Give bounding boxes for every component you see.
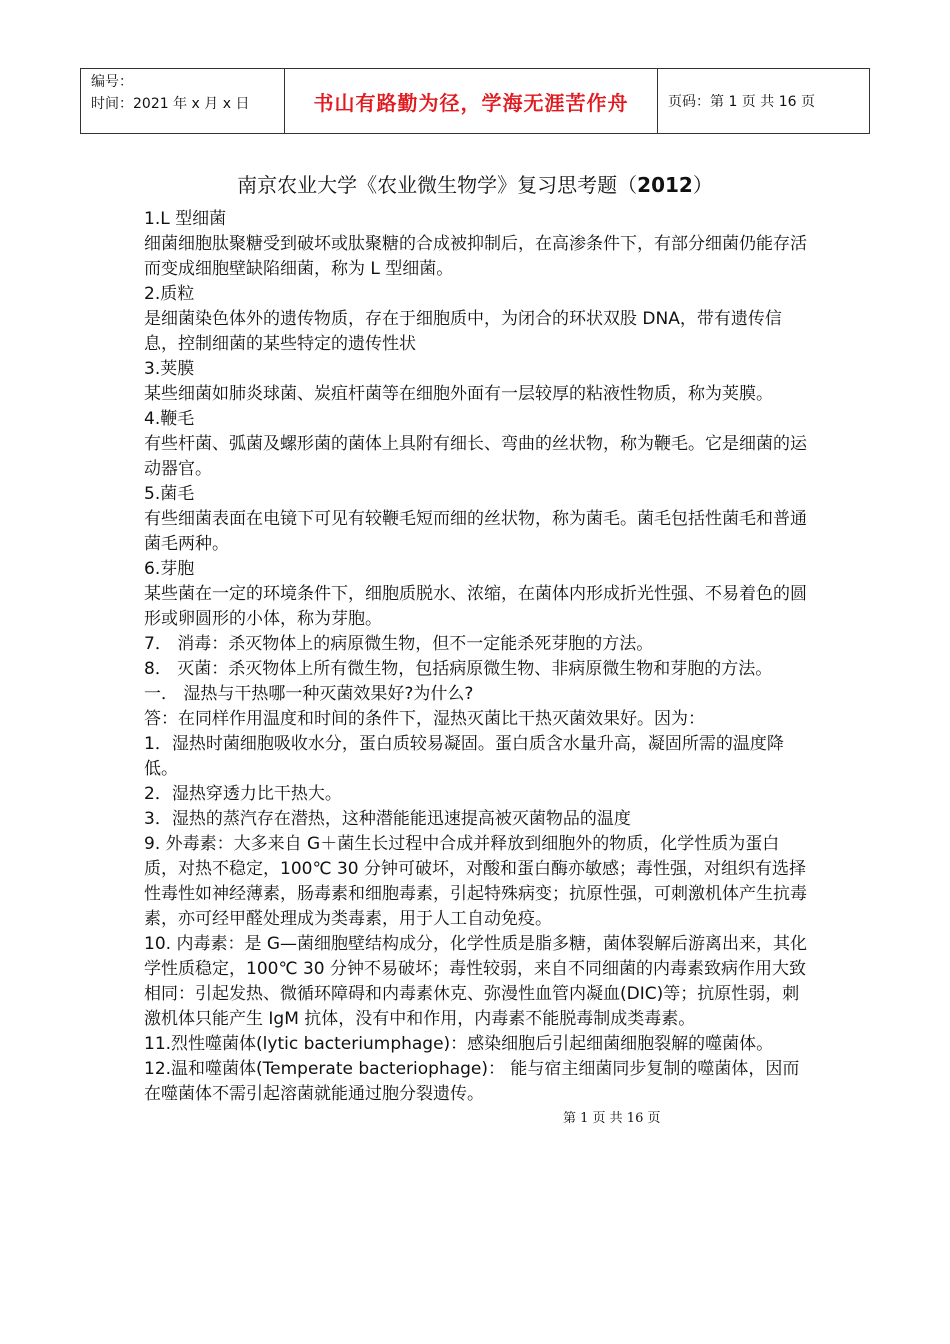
- motto-text: 书山有路勤为径，学海无涯苦作舟: [313, 90, 629, 115]
- title-end: ）: [692, 173, 713, 197]
- motto-cell: [284, 69, 657, 133]
- paragraph: 2．湿热穿透力比干热大。: [144, 784, 342, 804]
- page-info-text: 页码：第 1 页 共 16 页: [668, 94, 815, 110]
- paragraph: 一． 湿热与干热哪一种灭菌效果好?为什么?: [144, 684, 474, 704]
- paragraph: 4.鞭毛: [144, 409, 195, 429]
- page-footer: 第 1 页 共 16 页: [560, 1111, 663, 1127]
- paragraph: 有些细菌表面在电镜下可见有较鞭毛短而细的丝状物，称为菌毛。菌毛包括性菌毛和普通菌毛两种。: [144, 509, 807, 554]
- paragraph: 8． 灭菌：杀灭物体上所有微生物，包括病原微生物、非病原微生物和芽胞的方法。: [144, 659, 773, 679]
- paragraph: 7． 消毒：杀灭物体上的病原微生物，但不一定能杀死芽胞的方法。: [144, 634, 654, 654]
- paragraph: 某些菌在一定的环境条件下，细胞质脱水、浓缩，在菌体内形成折光性强、不易着色的圆形或卵圆形的小体，称为芽胞。: [144, 584, 807, 629]
- paragraph: 12.温和噬菌体(Temperate bacteriophage)： 能与宿主细菌同步复制的噬菌体，因而在噬菌体不需引起溶菌就能通过胞分裂遗传。: [144, 1059, 800, 1104]
- document-time-label: 时间：2021 年 x 月 x 日: [91, 96, 250, 112]
- document-number-label: 编号：: [91, 74, 133, 90]
- paragraph: 2.质粒: [144, 284, 195, 304]
- page-info-cell: [657, 69, 869, 133]
- paragraph: 1．湿热时菌细胞吸收水分，蛋白质较易凝固。蛋白质含水量升高，凝固所需的温度降低。: [144, 734, 784, 779]
- title-year: 2012: [637, 173, 693, 197]
- paragraph: 5.菌毛: [144, 484, 195, 504]
- paragraph: 细菌细胞肽聚糖受到破坏或肽聚糖的合成被抑制后，在高渗条件下，有部分细菌仍能存活而变成细胞壁缺陷细菌，称为 L 型细菌。: [144, 234, 807, 279]
- document-body: [144, 207, 810, 1107]
- header-left-cell: [81, 69, 284, 133]
- paragraph: 1.L 型细菌: [144, 209, 227, 229]
- paragraph: 是细菌染色体外的遗传物质，存在于细胞质中，为闭合的环状双股 DNA，带有遗传信息，控制细菌的某些特定的遗传性状: [144, 309, 782, 354]
- document-title: [0, 170, 950, 200]
- paragraph: 有些杆菌、弧菌及螺形菌的菌体上具附有细长、弯曲的丝状物，称为鞭毛。它是细菌的运动器官。: [144, 434, 807, 479]
- paragraph: 9. 外毒素：大多来自 G＋菌生长过程中合成并释放到细胞外的物质，化学性质为蛋白质，对热不稳定，100℃ 30 分钟可破坏，对酸和蛋白酶亦敏感；毒性强，对组织有选择性毒性如神经薄素，肠毒素和细胞毒素，引起特殊病变；抗原性强，可刺激机体产生抗毒素，亦可经甲醛处理成为类毒素，用于人工自动免疫。: [144, 834, 807, 929]
- paragraph: 3．湿热的蒸汽存在潜热，这种潜能能迅速提高被灭菌物品的温度: [144, 809, 631, 829]
- paragraph: 11.烈性噬菌体(lytic bacteriumphage)：感染细胞后引起细菌细胞裂解的噬菌体。: [144, 1034, 774, 1054]
- paragraph: 答：在同样作用温度和时间的条件下，湿热灭菌比干热灭菌效果好。因为：: [144, 709, 705, 729]
- paragraph: 6.芽胞: [144, 559, 195, 579]
- paragraph: 某些细菌如肺炎球菌、炭疽杆菌等在细胞外面有一层较厚的粘液性物质，称为荚膜。: [144, 384, 773, 404]
- paragraph: 3.荚膜: [144, 359, 195, 379]
- header-table: [80, 68, 870, 134]
- paragraph: 10. 内毒素：是 G—菌细胞壁结构成分，化学性质是脂多糖，菌体裂解后游离出来，其化学性质稳定，100℃ 30 分钟不易破坏；毒性较弱，来自不同细菌的内毒素致病作用大致相同：引起发热、微循环障碍和内毒素休克、弥漫性血管内凝血(DIC)等；抗原性弱，刺激机体只能产生 IgM 抗体，没有中和作用，内毒素不能脱毒制成类毒素。: [144, 934, 808, 1029]
- title-main: 南京农业大学《农业微生物学》复习思考题（: [237, 173, 638, 197]
